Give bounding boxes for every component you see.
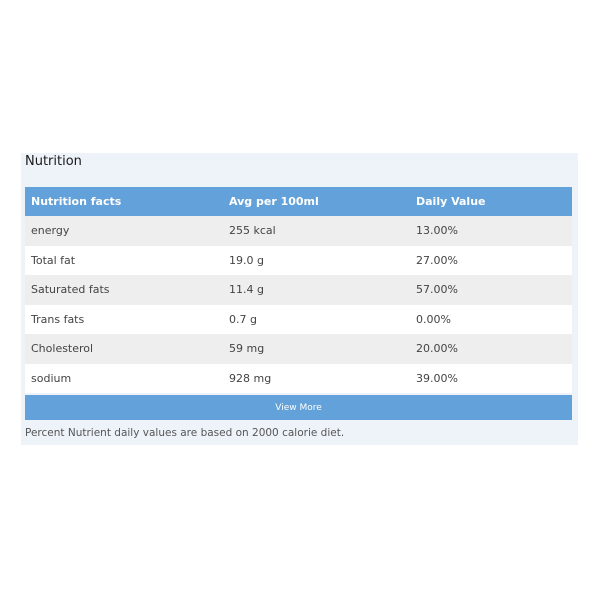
table-row [25,305,572,335]
nutrient-amount: 255 kcal [229,224,276,238]
header-nutrition-facts: Nutrition facts [31,195,122,208]
nutrient-daily-value: 13.00% [416,224,458,238]
nutrient-amount: 928 mg [229,371,272,385]
table-row [25,216,572,246]
nutrient-daily-value: 0.00% [416,312,451,326]
daily-value-footnote: Percent Nutrient daily values are based on 2000 calorie diet. [25,427,345,439]
header-daily-value: Daily Value [416,195,486,208]
table-row [25,275,572,305]
view-more-button[interactable]: View More [25,395,572,420]
nutrient-amount: 19.0 g [229,253,264,267]
nutrient-daily-value: 20.00% [416,342,458,356]
nutrient-daily-value: 57.00% [416,283,458,297]
nutrient-name: energy [31,224,70,238]
nutrient-name: Total fat [31,253,76,267]
nutrient-amount: 0.7 g [229,312,257,326]
nutrition-panel [21,153,578,445]
nutrient-name: sodium [31,371,72,385]
table-header [25,187,572,216]
nutrient-daily-value: 39.00% [416,371,458,385]
nutrition-table [25,187,572,393]
section-title: Nutrition [25,154,82,169]
table-row [25,334,572,364]
nutrient-daily-value: 27.00% [416,253,458,267]
nutrient-amount: 11.4 g [229,283,264,297]
nutrient-amount: 59 mg [229,342,265,356]
table-row [25,364,572,394]
nutrient-name: Trans fats [31,312,85,326]
nutrient-name: Saturated fats [31,283,110,297]
header-avg-per-100ml: Avg per 100ml [229,195,319,208]
table-row [25,246,572,276]
nutrient-name: Cholesterol [31,342,94,356]
